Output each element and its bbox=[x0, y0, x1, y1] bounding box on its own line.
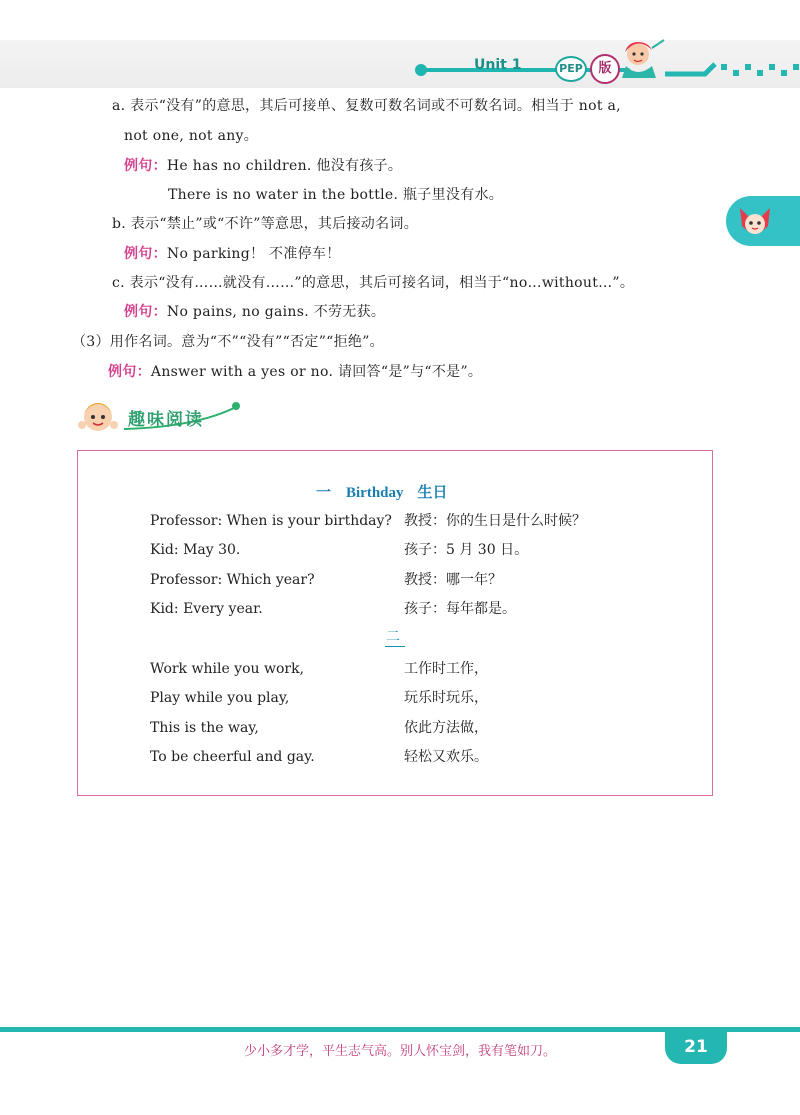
dialogue-cn-3: 教授：哪一年？ bbox=[404, 572, 502, 588]
birthday-title-en: 一 Birthday bbox=[316, 485, 404, 501]
example-label: 例句： bbox=[124, 158, 167, 174]
side-tab bbox=[726, 196, 800, 246]
poem-en-2: Play while you play, bbox=[150, 690, 290, 706]
poem-cn-1: 工作时工作， bbox=[404, 661, 488, 677]
poem-en-4: To be cheerful and gay. bbox=[150, 749, 315, 765]
example-text: He has no children. 他没有孩子。 bbox=[166, 158, 403, 174]
poem-title-underline bbox=[385, 646, 405, 647]
poem-en-1: Work while you work, bbox=[150, 661, 305, 677]
dialogue-cn-1: 教授：你的生日是什么时候？ bbox=[404, 513, 586, 529]
footer-motto: 少小多才学，平生志气高。别人怀宝剑，我有笔如刀。 bbox=[243, 1044, 556, 1059]
dialogue-cn-2: 孩子：5 月 30 日。 bbox=[404, 542, 529, 558]
edition-badge: 版 bbox=[590, 54, 620, 84]
example-b bbox=[124, 244, 341, 264]
item-3-line: （3）用作名词。意为“不”“没有”“否定”“拒绝”。 bbox=[72, 334, 384, 350]
dialogue-cn-4: 孩子：每年都是。 bbox=[404, 601, 516, 617]
dialogue-en-2: Kid: May 30. bbox=[150, 542, 241, 558]
cartoon-girl-icon bbox=[612, 34, 666, 80]
example-text: Answer with a yes or no. 请回答“是”与“不是”。 bbox=[150, 364, 483, 380]
example-a1 bbox=[124, 156, 402, 176]
dialogue-en-3: Professor: Which year? bbox=[150, 572, 315, 588]
example-label: 例句： bbox=[124, 304, 167, 320]
checker-pattern bbox=[665, 60, 800, 80]
poem-en-3: This is the way, bbox=[150, 720, 259, 736]
point-a-line2: not one, not any。 bbox=[124, 128, 259, 144]
point-a-line1: a. 表示“没有”的意思，其后可接单、复数可数名词或不可数名词。相当于 not a, bbox=[112, 98, 621, 114]
birthday-title-cn: 生日 bbox=[417, 483, 448, 501]
poem-cn-2: 玩乐时玩乐， bbox=[404, 690, 488, 706]
example-label: 例句： bbox=[108, 364, 151, 380]
point-c-line: c. 表示“没有……就没有……”的意思，其后可接名词，相当于“no…without…”。 bbox=[112, 275, 635, 291]
example-text: No parking！ 不准停车！ bbox=[166, 246, 341, 262]
dialogue-en-4: Kid: Every year. bbox=[150, 601, 263, 617]
poem-cn-4: 轻松又欢乐。 bbox=[404, 749, 488, 765]
fun-reading-title: 趣味阅读 bbox=[128, 410, 204, 430]
page-number: 21 bbox=[665, 1032, 727, 1064]
birthday-title bbox=[316, 481, 448, 502]
unit-label: Unit 1 bbox=[474, 57, 522, 73]
dialogue-en-1: Professor: When is your birthday? bbox=[150, 513, 392, 529]
example-c bbox=[124, 302, 385, 322]
example-label: 例句： bbox=[124, 246, 167, 262]
example-a2: There is no water in the bottle. 瓶子里没有水。 bbox=[168, 187, 504, 203]
pep-badge: PEP bbox=[555, 56, 587, 82]
fun-reading-heading bbox=[76, 395, 256, 440]
example-3 bbox=[108, 362, 482, 382]
example-text: No pains, no gains. 不劳无获。 bbox=[166, 304, 386, 320]
poem-cn-3: 依此方法做， bbox=[404, 720, 488, 736]
point-b-line: b. 表示“禁止”或“不许”等意思，其后接动名词。 bbox=[112, 216, 418, 232]
fox-face-icon bbox=[734, 200, 776, 242]
poem-section-title: 二 bbox=[386, 629, 400, 645]
